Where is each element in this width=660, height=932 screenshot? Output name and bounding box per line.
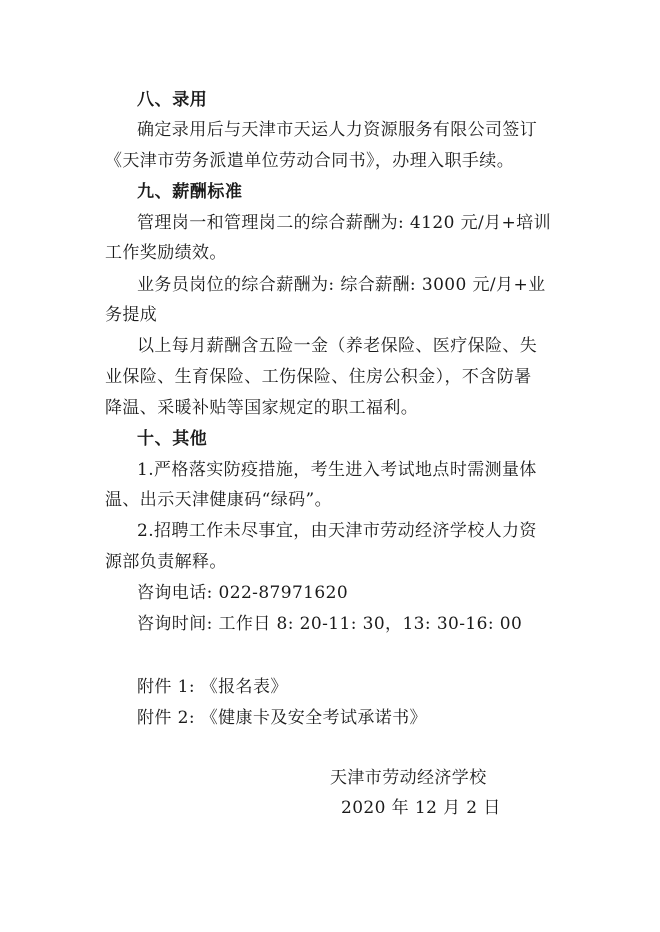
section-8-heading: 八、录用 (137, 90, 208, 110)
section-10-item-2-line-1: 2.招聘工作未尽事宜，由天津市劳动经济学校人力资 (137, 521, 537, 541)
section-9-p3-line-3: 降温、采暖补贴等国家规定的职工福利。 (105, 398, 419, 418)
section-9-p1-line-2: 工作奖励绩效。 (105, 243, 227, 263)
section-10-item-2-line-2: 源部负责解释。 (105, 552, 227, 572)
section-10-item-1-line-1: 1.严格落实防疫措施，考生进入考试地点时需测量体 (137, 460, 537, 480)
section-8-text-line-2: 《天津市劳务派遣单位劳动合同书》，办理入职手续。 (105, 151, 515, 171)
section-9-heading: 九、薪酬标准 (137, 182, 243, 202)
section-10-heading: 十、其他 (137, 429, 208, 449)
section-9-p3-line-2: 业保险、生育保险、工伤保险、住房公积金），不含防暑 (105, 367, 532, 387)
attachment-2: 附件 2: 《健康卡及安全考试承诺书》 (137, 708, 427, 728)
section-9-p2-line-2: 务提成 (105, 305, 158, 325)
section-9-p2-line-1: 业务员岗位的综合薪酬为: 综合薪酬: 3000 元/月+业 (137, 275, 546, 295)
attachment-1: 附件 1: 《报名表》 (137, 677, 288, 697)
contact-hours: 咨询时间: 工作日 8: 20-11: 30，13: 30-16: 00 (137, 614, 523, 634)
signature-organization: 天津市劳动经济学校 (330, 768, 487, 788)
section-8-text-line-1: 确定录用后与天津市天运人力资源服务有限公司签订 (137, 120, 538, 140)
section-9-p1-line-1: 管理岗一和管理岗二的综合薪酬为: 4120 元/月+培训 (137, 213, 551, 233)
section-9-p3-line-1: 以上每月薪酬含五险一金（养老保险、医疗保险、失 (137, 336, 538, 356)
signature-date: 2020 年 12 月 2 日 (341, 798, 501, 818)
section-10-item-1-line-2: 温、出示天津健康码“绿码”。 (105, 490, 332, 510)
contact-phone: 咨询电话: 022-87971620 (137, 583, 349, 603)
